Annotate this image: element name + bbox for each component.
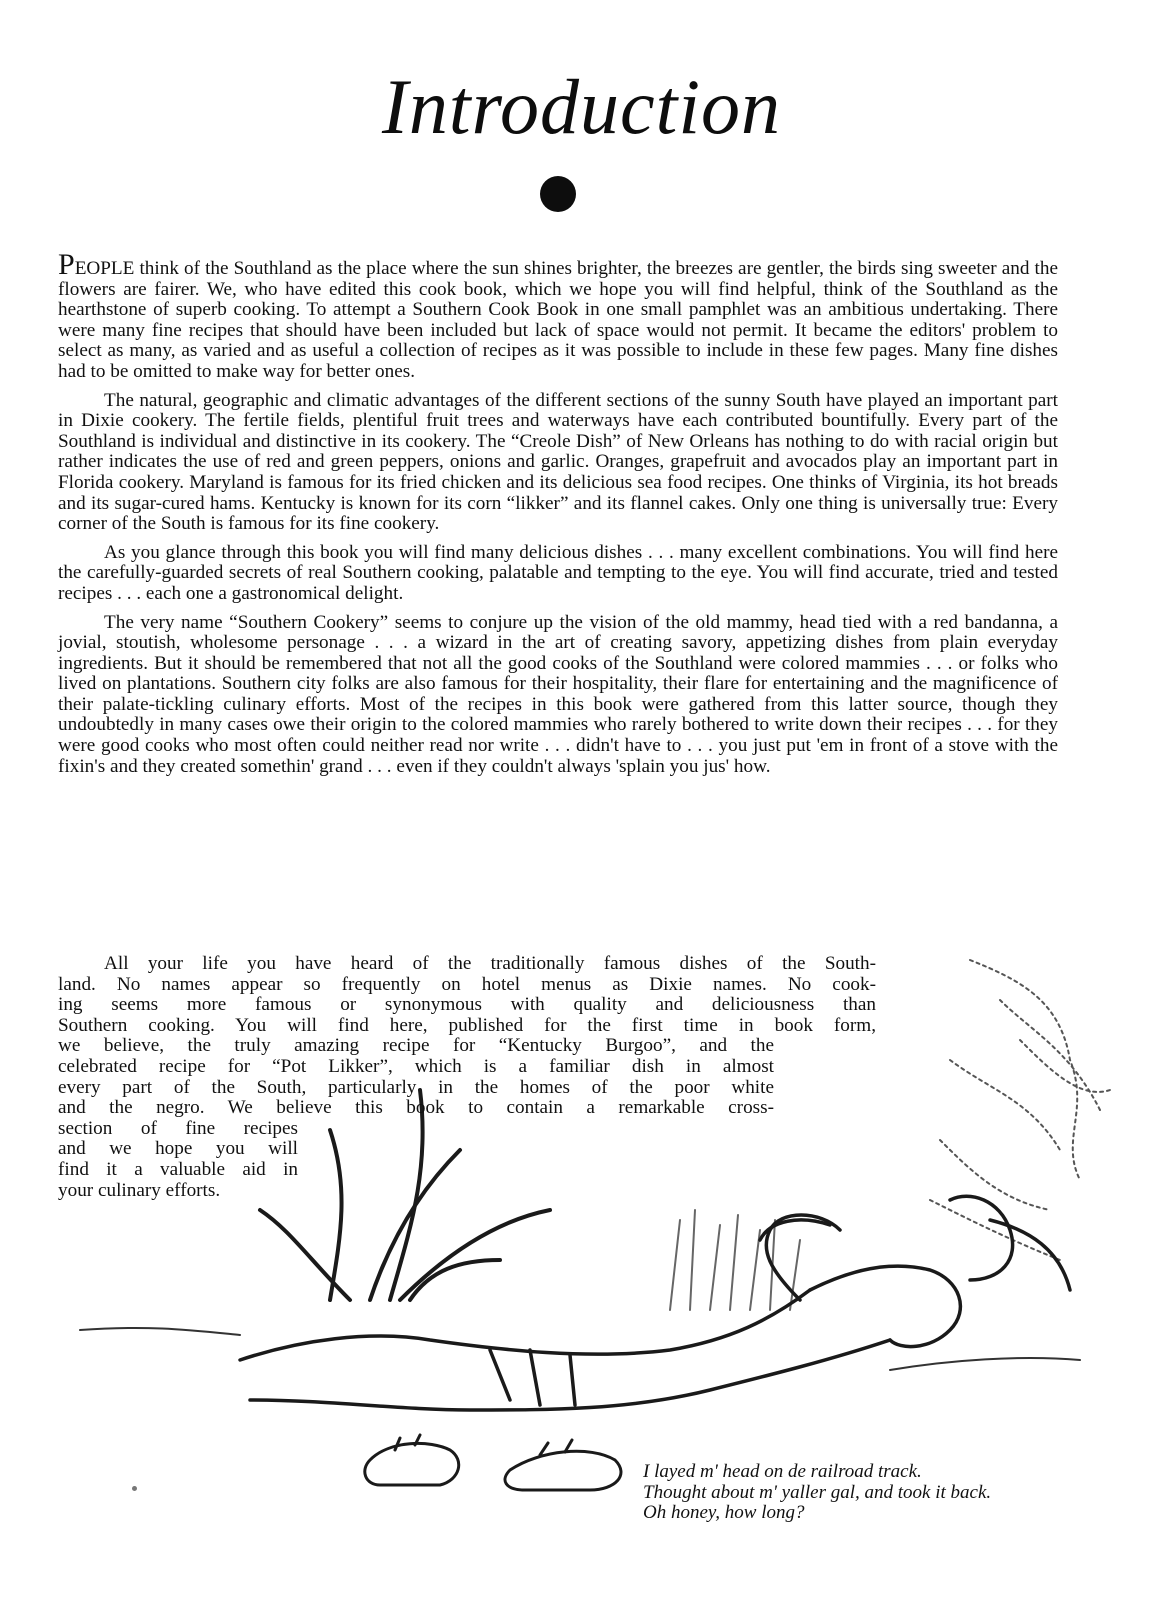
- paragraph-2: The natural, geographic and climatic advantages of the different sections of the sunny South have played an important part in Dixie cookery. The fertile fields, plentiful fruit trees and waterways have each contributed bountifully. Every part of the Southland is individual and distinctive in its cookery. The “Creole Dish” of New Orleans has nothing to do with racial origin but rather indicates the use of red and green peppers, onions and garlic. Oranges, grapefruit and avocados play an important part in Florida cookery. Maryland is famous for its fried chicken and its delicious sea food recipes. One thinks of Virginia, its hot breads and its sugar-cured hams. Kentucky is known for its corn “likker” and its flannel cakes. Only one thing is universally true: Every corner of the South is famous for its fine cookery.: [58, 389, 1058, 535]
- final-line: and we hope you will: [58, 1139, 298, 1160]
- final-line: and the negro. We believe this book to contain a remarkable cross-: [58, 1098, 774, 1119]
- illustration-caption: [643, 1462, 991, 1524]
- paragraph-4: The very name “Southern Cookery” seems to conjure up the vision of the old mammy, head tied with a red bandanna, a jovial, stoutish, wholesome personage . . . a wizard in the art of creating savory, appetizing dishes from plain everyday ingredients. But it should be remembered that not all the good cooks of the Southland were colored mammies . . . or folks who lived on plantations. Southern city folks are also famous for their hospitality, their flare for entertaining and the magnificence of their palate-tickling culinary efforts. Most of the recipes in this book were gathered from this latter source, though they undoubtedly in many cases owe their origin to the colored mammies who rarely bothered to write down their recipes . . . for they were good cooks who most often could neither read nor write . . . didn't have to . . . you just put 'em in front of a stove with the fixin's and they created somethin' grand . . . even if they couldn't always 'splain you jus' how.: [58, 611, 1058, 777]
- final-line: ing seems more famous or synonymous with quality and deliciousness than: [58, 995, 876, 1016]
- final-line: find it a valuable aid in: [58, 1159, 298, 1180]
- final-line: section of fine recipes: [58, 1118, 298, 1139]
- shoes: [365, 1435, 621, 1490]
- caption-line: Thought about m' yaller gal, and took it back.: [643, 1481, 992, 1503]
- drop-cap: P: [58, 248, 75, 281]
- print-speck: [132, 1486, 137, 1491]
- caption-line: Oh honey, how long?: [643, 1502, 805, 1523]
- page-title: Introduction: [381, 63, 782, 150]
- final-line: we believe, the truly amazing recipe for “Kentucky Burgoo”, and the: [58, 1036, 774, 1057]
- ground-line: [80, 1328, 1080, 1370]
- ornament-bullet: [540, 176, 576, 212]
- tall-grass-right: [670, 1210, 800, 1310]
- final-line: your culinary efforts.: [58, 1180, 221, 1201]
- paragraph-3: As you glance through this book you will find many delicious dishes . . . many excellent combinations. You will find here the carefully-guarded secrets of real Southern cooking, palatable and tempting to the eye. You will find accurate, tried and tested recipes . . . each one a gastronomical delight.: [58, 541, 1058, 604]
- paragraph-1: [58, 248, 1058, 383]
- intro-body: [58, 248, 1058, 785]
- final-line: every part of the South, particularly in the homes of the poor white: [58, 1077, 774, 1098]
- final-paragraph: [58, 954, 1058, 1201]
- final-line: celebrated recipe for “Pot Likker”, which is a familiar dish in almost: [58, 1056, 774, 1077]
- final-line: land. No names appear so frequently on hotel menus as Dixie names. No cook-: [58, 974, 876, 995]
- final-line: All your life you have heard of the traditionally famous dishes of the South-: [104, 954, 876, 974]
- reclining-figure: [240, 1196, 1070, 1410]
- caption-line: I layed m' head on de railroad track.: [643, 1461, 922, 1482]
- final-line: Southern cooking. You will find here, published for the first time in book form,: [58, 1015, 876, 1036]
- paragraph-1-text: EOPLE think of the Southland as the place where the sun shines brighter, the breezes are gentler, the birds sing sweeter and the flowers are fairer. We, who have edited this cook book, which we hope you will find helpful, think of the Southland as the hearthstone of superb cooking. To attempt a Southern Cook Book in one small pamphlet was an ambitious undertaking. There were many fine recipes that should have been included but lack of space would not permit. It became the editors' problem to select as many, as varied and as useful a collection of recipes as it was possible to include in these few pages. Many fine dishes had to be omitted to make way for better ones.: [58, 258, 1058, 382]
